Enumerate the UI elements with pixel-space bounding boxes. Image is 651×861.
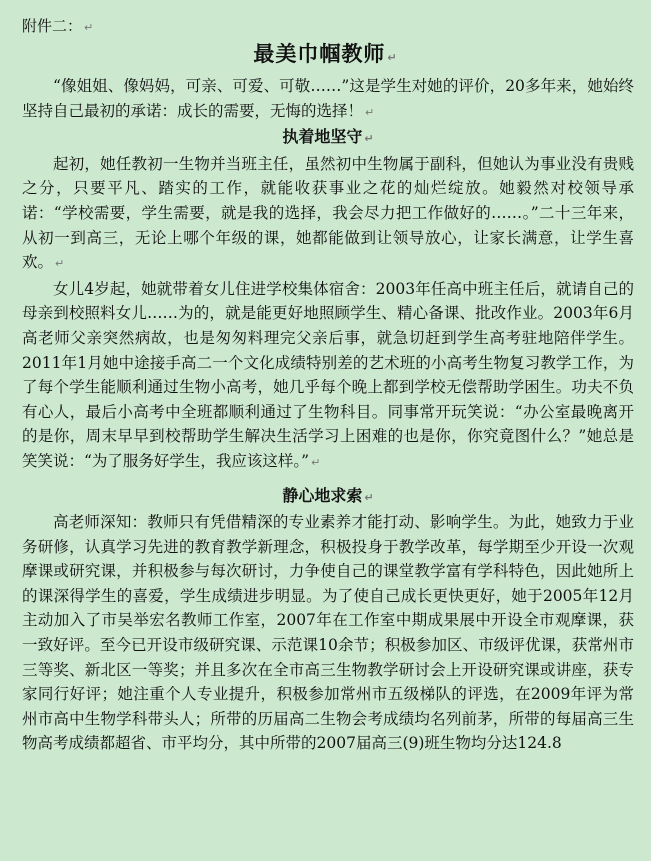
paragraph-mark-icon: ↵ — [364, 490, 374, 504]
paragraph-mark-icon: ↵ — [311, 455, 321, 469]
body-paragraph: 高老师深知：教师只有凭借精深的专业素养才能打动、影响学生。为此，她致力于业务研修，认真学习先进的教育教学新理念，积极投身于教学改革，每学期至少开设一次观摩课或研究课，并积极参与每次研讨，力争使自己的课堂教学富有学科特色，因此她所上的课深得学生的喜爱，学生成绩进步明显。为了使自己成长更快更好，她于2005年12月主动加入了市吴举宏名教师工作室，2007年在工作室中期成果展中开设全市观摩课，获一致好评。至今已开设市级研究课、示范课10余节；积极参加区、市级评优课，获常州市三等奖、新北区一等奖；并且多次在全市高三生物教学研讨会上开设研究课或讲座，获专家同行好评；她注重个人专业提升，积极参加常州市五级梯队的评选，在2009年评为常州市高中生物学科带头人；所带的历届高二生物会考成绩均名列前茅，所带的每届高三生物高考成绩都超省、市平均分，其中所带的2007届高三(9)班生物均分达124.8 — [22, 513, 634, 753]
paragraph-mark-icon: ↵ — [55, 257, 65, 271]
page-title: 最美巾帼教师 ↵ — [253, 41, 398, 66]
intro-paragraph: “像姐姐、像妈妈，可亲、可爱、可敬……”这是学生对她的评价，20多年来，她始终坚持自己最初的承诺：成长的需要，无悔的选择！ ↵ — [22, 77, 634, 120]
body-paragraph: 女儿4岁起，她就带着女儿住进学校集体宿舍：2003年任高中班主任后，就请自己的母亲到校照料女儿……为的，就是能更好地照顾学生、精心备课、批改作业。2003年6月高老师父亲突然病故，也是匆匆料理完父亲后事，就急切赶到学生高考驻地陪伴学生。2011年1月她中途接手高二一个文化成绩特别差的艺术班的小高考生物复习教学工作，为了每个学生能顺利通过生物小高考，她几乎每个晚上都到学校无偿帮助学困生。功夫不负有心人，最后小高考中全班都顺利通过了生物科目。同事常开玩笑说：“办公室最晚离开的是你，周末早早到校帮助学生解决生活学习上困难的也是你，你究竟图什么？”她总是笑笑说：“为了服务好学生，我应该这样。” ↵ — [22, 279, 634, 470]
paragraph-mark-icon: ↵ — [364, 132, 374, 146]
paragraph-gap — [22, 476, 634, 484]
section-heading: 静心地求索 ↵ — [282, 485, 374, 505]
paragraph-mark-icon: ↵ — [365, 105, 375, 119]
body-paragraph: 起初，她任教初一生物并当班主任，虽然初中生物属于副科，但她认为事业没有贵贱之分，只要平凡、踏实的工作，就能收获事业之花的灿烂绽放。她毅然对校领导承诺：“学校需要，学生需要，就是我的选择，我会尽力把工作做好的……。”二十三年来，从初一到高三，无论上哪个年级的课，她都能做到让领导放心，让家长满意，让学生喜欢。 ↵ — [22, 154, 634, 272]
section-heading: 执着地坚守 ↵ — [282, 127, 374, 147]
attachment-label: 附件二： ↵ — [22, 17, 94, 35]
paragraph-mark-icon: ↵ — [387, 51, 398, 64]
document-body — [22, 74, 634, 756]
paragraph-mark-icon: ↵ — [84, 21, 94, 34]
